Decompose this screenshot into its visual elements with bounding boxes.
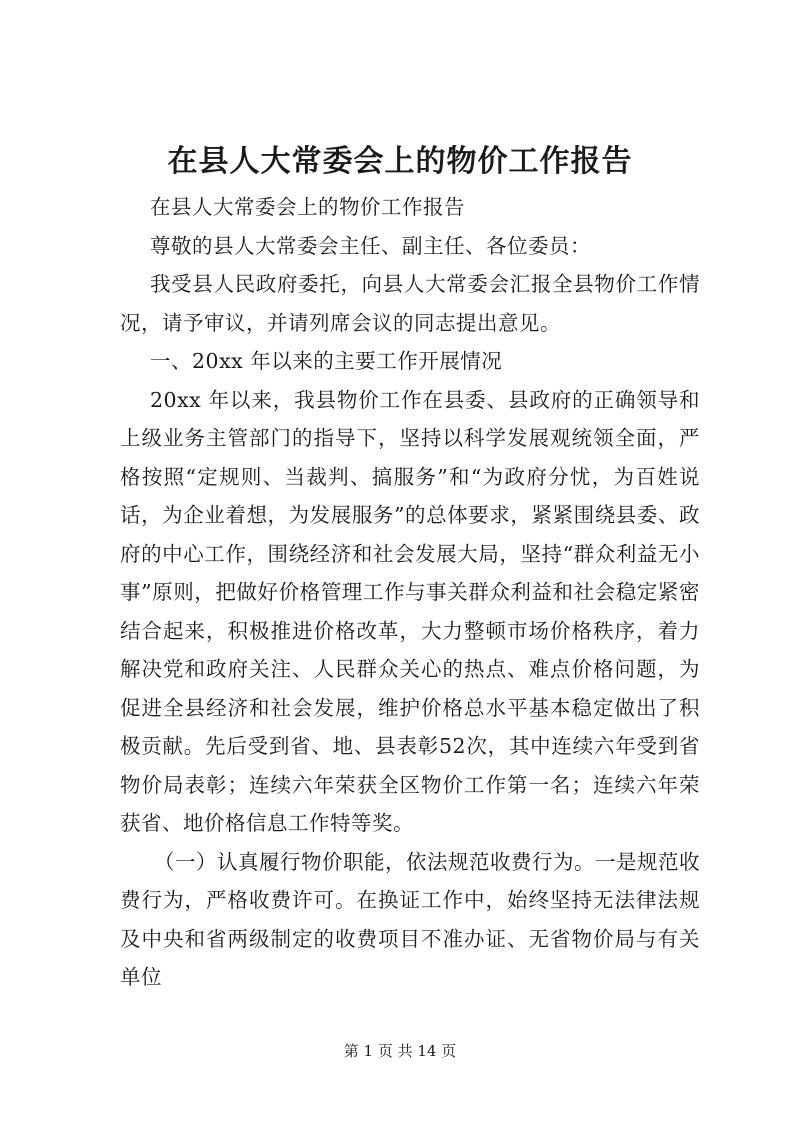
- section-heading-1: 一、20xx 年以来的主要工作开展情况: [150, 349, 503, 373]
- document-title: 在县人大常委会上的物价工作报告: [167, 144, 633, 179]
- paragraph-subsection-1: （一）认真履行物价职能，依法规范收费行为。一是规范收费行为，严格收费许可。在换证工作中，始终坚持无法律法规及中央和省两级制定的收费项目不准办证、无省物价局与有关单位: [120, 849, 700, 989]
- paragraph-salutation: 尊敬的县人大常委会主任、副主任、各位委员：: [150, 233, 591, 258]
- document-body: [120, 188, 700, 997]
- page-number-footer: 第 1 页 共 14 页: [343, 1042, 457, 1060]
- paragraph-overview: 20xx 年以来，我县物价工作在县委、县政府的正确领导和上级业务主管部门的指导下，坚持以科学发展观统领全面，严格按照“定规则、当裁判、搞服务”和“为政府分忧，为百姓说话，为企业着想，为发展服务”的总体要求，紧紧围绕县委、政府的中心工作，围绕经济和社会发展大局，坚持“群众利益无小事”原则，把做好价格管理工作与事关群众利益和社会稳定紧密结合起来，积极推进价格改革，大力整顿市场价格秩序，着力解决党和政府关注、人民群众关心的热点、难点价格问题，为促进全县经济和社会发展，维护价格总水平基本稳定做出了积极贡献。先后受到省、地、县表彰52次，其中连续六年受到省物价局表彰；连续六年荣获全区物价工作第一名；连续六年荣获省、地价格信息工作特等奖。: [120, 387, 700, 835]
- paragraph-subtitle: 在县人大常委会上的物价工作报告: [150, 195, 465, 219]
- paragraph-intro: 我受县人民政府委托，向县人大常委会汇报全县物价工作情况，请予审议，并请列席会议的同志提出意见。: [120, 272, 700, 335]
